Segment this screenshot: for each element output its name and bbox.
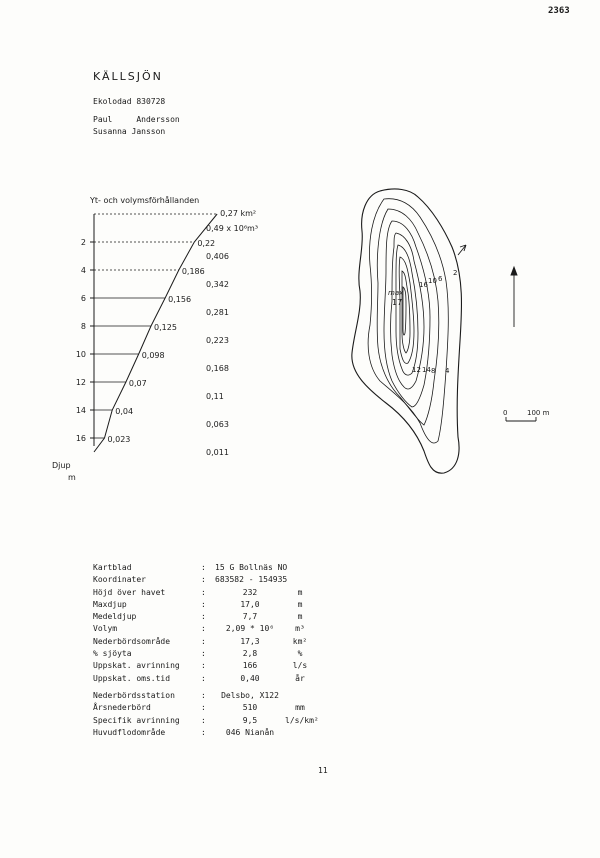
stat-colon: :: [201, 575, 206, 585]
stat-unit: år: [295, 673, 305, 683]
stat-row: [93, 673, 315, 685]
stat-row: [93, 660, 315, 672]
volume-label: 0,11: [206, 392, 224, 401]
stat-unit: [285, 690, 315, 702]
y-axis-unit: m: [68, 473, 76, 482]
contour-2: [368, 199, 448, 443]
stat-row: [93, 574, 315, 586]
stat-label: Nederbördsområde: [93, 636, 171, 646]
stat-unit: [285, 562, 315, 574]
stat-colon: :: [201, 612, 206, 622]
depth-tick-label: 10: [75, 350, 86, 359]
bathymetric-map: [340, 185, 560, 485]
stat-value: 9,5: [242, 715, 258, 725]
surveyor-2: Susanna Jansson: [93, 127, 166, 136]
stat-label: Kartblad: [93, 563, 132, 572]
stat-row: [93, 636, 315, 648]
stat-value: 166: [242, 661, 258, 671]
stat-row: [93, 727, 315, 739]
area-label: 0,023: [107, 435, 131, 444]
stat-label: Maxdjup: [93, 599, 127, 609]
stat-label: Volym: [93, 624, 118, 634]
stat-unit: [285, 574, 315, 586]
contour-label: 12: [412, 366, 421, 374]
volume-label: 0,168: [206, 364, 229, 373]
stat-unit: km²: [292, 636, 308, 646]
stat-row: [93, 623, 315, 635]
volume-label: 0,342: [206, 280, 229, 289]
contour-label: 6: [438, 275, 443, 283]
chart-title: Yt- och volymsförhållanden: [90, 196, 200, 205]
stat-value: Delsbo, X122: [221, 690, 279, 700]
contour-label: 14: [422, 366, 431, 374]
stat-value: 683582 - 154935: [215, 575, 288, 585]
stat-row: [93, 715, 319, 727]
stat-unit: %: [297, 649, 303, 659]
area-label: 0,07: [128, 379, 147, 388]
max-depth-label: max: [388, 289, 404, 297]
depth-tick-label: 4: [80, 266, 86, 275]
stat-row: [93, 702, 315, 714]
stat-unit: m: [297, 587, 303, 597]
stat-row: [93, 587, 315, 599]
scale-end: 100 m: [527, 409, 550, 417]
stat-value: 2,09 * 10⁶: [225, 624, 275, 634]
stat-unit: m³: [295, 624, 305, 634]
stat-colon: :: [201, 690, 206, 700]
page-mark: 2363: [548, 6, 570, 16]
stat-unit: l/s: [292, 661, 308, 671]
contour-16: [403, 287, 406, 335]
volume-label: 0,063: [206, 420, 229, 429]
stat-label: Årsnederbörd: [93, 703, 151, 713]
scale-start: 0: [503, 409, 508, 417]
depth-tick-label: 14: [75, 406, 86, 415]
hypsographic-chart: [50, 190, 290, 490]
shoreline: [352, 189, 462, 473]
area-label: 0,098: [141, 351, 165, 360]
stat-colon: :: [201, 661, 206, 671]
area-curve: [94, 214, 217, 452]
stat-colon: :: [201, 703, 206, 713]
contour-label: 8: [431, 367, 436, 375]
stat-row: [93, 611, 315, 623]
stat-unit: m: [297, 599, 303, 609]
contour-label: 4: [445, 367, 450, 375]
stat-row: [93, 599, 315, 611]
stat-unit: [285, 727, 315, 739]
stat-unit: m: [297, 612, 303, 622]
contour-label: 16: [419, 281, 428, 289]
stat-value: 2,8: [242, 649, 258, 659]
volume-label: 0,281: [206, 308, 229, 317]
area-label: 0,22: [197, 239, 216, 248]
volume-label: 0,223: [206, 336, 229, 345]
area-label: 0,125: [154, 323, 177, 332]
area-label: 0,27 km²: [220, 209, 257, 218]
stat-label: Specifik avrinning: [93, 715, 180, 725]
depth-tick-label: 12: [75, 378, 86, 387]
stat-colon: :: [201, 727, 206, 737]
stat-label: Nederbördsstation: [93, 690, 175, 700]
stat-label: Koordinater: [93, 575, 146, 585]
stat-value: 0,40: [240, 673, 260, 683]
volume-label: 0,011: [206, 448, 229, 457]
inlet-arrow-icon: [458, 245, 466, 255]
volume-label: 0,49 x 10⁶m³: [206, 224, 259, 233]
stat-value: 232: [242, 587, 258, 597]
survey-date: Ekolodad 830728: [93, 97, 166, 106]
stat-value: 7,7: [242, 612, 258, 622]
lake-title: KÄLLSJÖN: [93, 70, 163, 83]
lake-statistics: [93, 562, 319, 739]
stat-row: [93, 690, 315, 702]
stat-value: 15 G Bollnäs NO: [215, 563, 288, 572]
stat-colon: :: [201, 624, 206, 634]
stat-value: 046 Nianån: [225, 727, 275, 737]
stat-label: Uppskat. avrinning: [93, 661, 180, 671]
stat-value: 17,0: [240, 599, 260, 609]
stat-label: Medeldjup: [93, 612, 137, 622]
area-label: 0,186: [181, 267, 205, 276]
stat-colon: :: [201, 587, 206, 597]
max-depth-value: 17: [392, 298, 403, 307]
y-axis-label: Djup: [52, 461, 71, 470]
contour-label: 2: [453, 269, 458, 277]
area-label: 0,04: [115, 407, 134, 416]
north-arrow-icon: [511, 267, 517, 327]
depth-tick-label: 8: [80, 322, 86, 331]
stat-colon: :: [201, 636, 206, 646]
stat-colon: :: [201, 673, 206, 683]
stat-colon: :: [201, 649, 206, 659]
page-number: 11: [318, 766, 328, 775]
stat-unit: mm: [295, 703, 305, 713]
stat-label: Huvudflodområde: [93, 727, 166, 737]
stat-label: % sjöyta: [93, 649, 132, 659]
stat-colon: :: [201, 715, 206, 725]
depth-tick-label: 6: [80, 294, 86, 303]
volume-label: 0,406: [206, 252, 229, 261]
stat-row: [93, 562, 315, 574]
stat-value: 17,3: [240, 636, 260, 646]
depth-tick-label: 2: [80, 238, 86, 247]
stat-value: 510: [242, 703, 258, 713]
contour-label: 10: [428, 277, 437, 285]
stat-unit: l/s/km²: [285, 715, 319, 725]
scale-bar: [506, 417, 536, 421]
depth-tick-label: 16: [75, 434, 86, 443]
surveyor-1: Paul Andersson: [93, 115, 180, 124]
stat-colon: :: [201, 599, 206, 609]
stat-label: Höjd över havet: [93, 587, 166, 597]
area-label: 0,156: [168, 295, 192, 304]
stat-row: [93, 648, 315, 660]
stat-colon: :: [201, 563, 206, 572]
stat-label: Uppskat. oms.tid: [93, 673, 171, 683]
